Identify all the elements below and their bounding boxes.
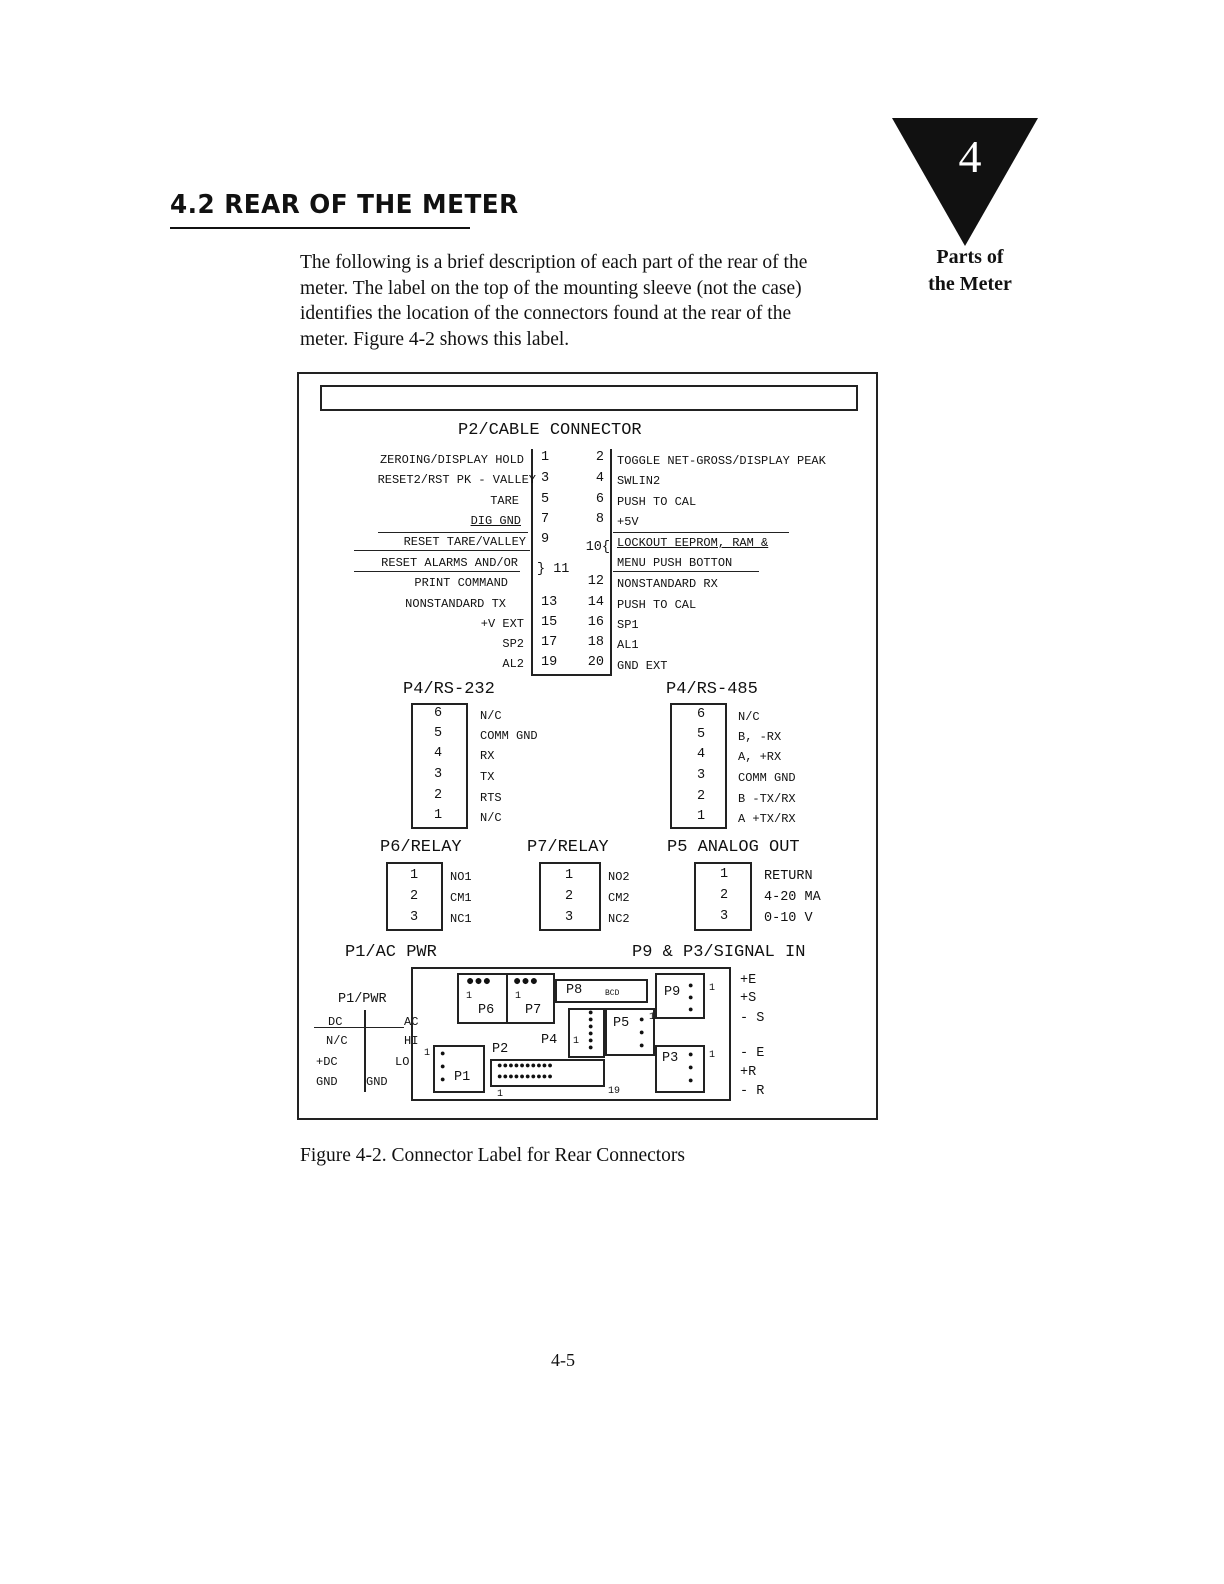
rs232-pin: 6: [434, 706, 443, 721]
p2-pin: 18: [587, 635, 604, 650]
p2-right-label: SP1: [617, 618, 639, 632]
p2-pin: 11: [553, 562, 570, 577]
p2-pin: 13: [541, 595, 558, 610]
p7-pin: 2: [565, 889, 574, 904]
rs485-label: A, +RX: [738, 750, 782, 764]
board-p3-dots: ● ● ●: [688, 1050, 694, 1086]
p6-pin: 3: [410, 910, 419, 925]
board-p6-p7-divider: [506, 973, 508, 1024]
p2-pin: 3: [541, 471, 550, 486]
rs485-pin: 4: [697, 747, 706, 762]
chapter-number: 4: [958, 131, 982, 182]
page-number: 4-5: [551, 1350, 575, 1370]
rs232-pin: 1: [434, 808, 443, 823]
rs485-label: N/C: [738, 710, 760, 724]
rs232-pin: 4: [434, 746, 443, 761]
p2-pin: 1: [541, 450, 550, 465]
board-pin-one: 1: [515, 991, 522, 1002]
board-p6-label: P6: [478, 1003, 495, 1018]
p5-pin: 1: [720, 867, 729, 882]
board-pin-nineteen: 19: [608, 1086, 621, 1097]
p2-pin: 17: [541, 635, 558, 650]
p2-pin: 9: [541, 532, 550, 547]
p2-left-label: TARE: [490, 494, 519, 508]
board-pin-one: 1: [649, 1012, 656, 1023]
p2-pin: 14: [587, 595, 604, 610]
signal-label: +E: [740, 973, 757, 988]
rs485-pin: 5: [697, 727, 706, 742]
p2-right-label: +5V: [617, 515, 639, 529]
rs232-pin: 5: [434, 726, 443, 741]
rs485-label: COMM GND: [738, 771, 796, 785]
board-p4-block: [568, 1008, 605, 1058]
p7-label: CM2: [608, 891, 630, 905]
p2-title: P2/CABLE CONNECTOR: [458, 421, 642, 440]
p2-separator: [613, 571, 759, 572]
power-title: P1/AC PWR: [345, 943, 437, 962]
power-right-label: HI: [404, 1034, 419, 1048]
p7-label: NC2: [608, 912, 630, 926]
rs485-label: A +TX/RX: [738, 812, 796, 826]
board-pin-one: 1: [573, 1036, 580, 1047]
p5-label: 4-20 MA: [764, 890, 821, 905]
board-p6-dots: ●●●: [466, 974, 492, 990]
p2-pin: 5: [541, 492, 550, 507]
board-p3-label: P3: [662, 1051, 679, 1066]
p7-label: NO2: [608, 870, 630, 884]
board-p5-dots: ● ● ●: [639, 1015, 645, 1051]
p2-right-label: TOGGLE NET-GROSS/DISPLAY PEAK: [617, 454, 826, 468]
rs485-pin: 3: [697, 768, 706, 783]
p2-pin: 16: [587, 615, 604, 630]
board-p9-label: P9: [664, 985, 681, 1000]
power-left-label: N/C: [326, 1034, 348, 1048]
p2-right-label: PUSH TO CAL: [617, 598, 697, 612]
p5-pin: 2: [720, 888, 729, 903]
board-bcd-label: BCD: [605, 989, 620, 998]
board-p4-dots: ● ● ● ● ● ●: [588, 1008, 594, 1053]
signal-label: +R: [740, 1065, 757, 1080]
intro-line: identifies the location of the connectors found at the rear of the: [300, 303, 792, 324]
p2-pin: 12: [587, 574, 604, 589]
board-p8-label: P8: [566, 983, 583, 998]
p2-right-label: AL1: [617, 638, 639, 652]
rs232-label: TX: [480, 770, 495, 784]
signal-title: P9 & P3/SIGNAL IN: [632, 943, 806, 962]
rs485-title: P4/RS-485: [666, 680, 758, 699]
rs232-label: RX: [480, 749, 495, 763]
p5-label: RETURN: [764, 869, 813, 884]
power-sub-title: P1/PWR: [338, 992, 387, 1007]
p2-left-label: SP2: [502, 637, 524, 651]
board-p1-label: P1: [454, 1070, 471, 1085]
board-p4-label: P4: [541, 1033, 558, 1048]
intro-line: The following is a brief description of each part of the rear of the: [300, 252, 808, 273]
p2-pin: 6: [595, 492, 604, 507]
chapter-label: [900, 244, 1040, 298]
heading-rule: [170, 227, 470, 229]
p2-right-label: PUSH TO CAL: [617, 495, 697, 509]
p6-label: NC1: [450, 912, 472, 926]
p2-left-label: ZEROING/DISPLAY HOLD: [379, 453, 524, 467]
p7-relay-title: P7/RELAY: [527, 838, 609, 857]
board-p1-dots: ● ● ●: [440, 1049, 446, 1085]
p6-label: CM1: [450, 891, 472, 905]
board-pin-one: 1: [709, 1050, 716, 1061]
board-p2-label: P2: [492, 1042, 509, 1057]
label-bar: [320, 385, 858, 411]
p2-left-label: AL2: [502, 657, 524, 671]
p2-left-label: RESET2/RST PK - VALLEY: [377, 473, 536, 487]
p2-pin: 15: [541, 615, 558, 630]
rs485-pin: 2: [697, 789, 706, 804]
intro-line: meter. The label on the top of the mounting sleeve (not the case): [300, 277, 802, 299]
p2-left-label: RESET TARE/VALLEY: [403, 535, 526, 549]
p2-pin: 10: [585, 540, 602, 555]
board-p2-dots: ●●●●●●●●●● ●●●●●●●●●●: [497, 1061, 554, 1082]
signal-label: - E: [740, 1046, 765, 1061]
board-p7-dots: ●●●: [513, 974, 539, 990]
chapter-label-line2: the Meter: [928, 273, 1012, 295]
board-p9-dots: ● ● ●: [688, 981, 694, 1015]
p5-analog-title: P5 ANALOG OUT: [667, 838, 800, 857]
section-heading: 4.2 REAR OF THE METER: [170, 190, 519, 220]
power-left-label: GND: [316, 1075, 338, 1089]
p7-pin: 3: [565, 910, 574, 925]
board-pin-one: 1: [497, 1089, 504, 1100]
p6-label: NO1: [450, 870, 472, 884]
p2-right-label: GND EXT: [617, 659, 668, 673]
p2-separator: [378, 532, 528, 533]
p2-left-label: PRINT COMMAND: [414, 576, 508, 590]
rs232-label: RTS: [480, 791, 502, 805]
rs485-label: B, -RX: [738, 730, 782, 744]
p2-pin: 20: [587, 655, 604, 670]
rs232-pin: 3: [434, 767, 443, 782]
rs232-pin: 2: [434, 788, 443, 803]
p2-right-label: MENU PUSH BOTTON: [617, 556, 733, 570]
rs232-label: N/C: [480, 709, 502, 723]
board-pin-one: 1: [709, 983, 716, 994]
p6-pin: 1: [410, 868, 419, 883]
signal-label: - R: [740, 1084, 765, 1099]
p2-left-label: RESET ALARMS AND/OR: [381, 556, 518, 570]
rs485-label: B -TX/RX: [738, 792, 796, 806]
p2-pin: 19: [541, 655, 558, 670]
p2-right-label: NONSTANDARD RX: [617, 577, 718, 591]
power-left-label: +DC: [316, 1055, 338, 1069]
p5-label: 0-10 V: [764, 911, 813, 926]
signal-label: +S: [740, 991, 757, 1006]
p5-pin: 3: [720, 909, 729, 924]
p2-box-right: [610, 449, 612, 675]
p2-pin: 4: [595, 471, 604, 486]
p2-separator: [354, 571, 520, 572]
p2-separator: [354, 550, 530, 551]
board-pin-one: 1: [424, 1048, 431, 1059]
chapter-label-line1: Parts of: [936, 246, 1004, 268]
p2-left-label: +V EXT: [480, 617, 524, 631]
p2-left-label: DIG GND: [470, 514, 521, 528]
p2-left-label: NONSTANDARD TX: [405, 597, 506, 611]
signal-label: - S: [740, 1011, 765, 1026]
intro-line: meter. Figure 4-2 shows this label.: [300, 328, 570, 350]
intro-paragraph: [300, 250, 880, 352]
rs232-label: COMM GND: [480, 729, 538, 743]
power-right-label: GND: [366, 1075, 388, 1089]
p2-pin: 7: [541, 512, 550, 527]
rs232-label: N/C: [480, 811, 502, 825]
power-right-label: AC: [404, 1015, 419, 1029]
p2-pin: 8: [595, 512, 604, 527]
p2-right-label: LOCKOUT EEPROM, RAM &: [617, 536, 769, 550]
p6-pin: 2: [410, 889, 419, 904]
figure-caption: Figure 4-2. Connector Label for Rear Connectors: [300, 1145, 686, 1166]
board-p7-label: P7: [525, 1003, 542, 1018]
board-pin-one: 1: [466, 991, 473, 1002]
p2-right-label: SWLIN2: [617, 474, 661, 488]
board-p5-label: P5: [613, 1016, 630, 1031]
p2-pin: } 11: [537, 562, 570, 577]
p6-relay-title: P6/RELAY: [380, 838, 462, 857]
power-right-label: LO: [395, 1055, 410, 1069]
rs485-pin: 1: [697, 809, 706, 824]
rs485-pin: 6: [697, 707, 706, 722]
power-left-label: DC: [328, 1015, 343, 1029]
p2-pin: 2: [595, 450, 604, 465]
p2-separator: [613, 532, 789, 533]
p7-pin: 1: [565, 868, 574, 883]
rs232-title: P4/RS-232: [403, 680, 495, 699]
p2-box-bottom: [531, 674, 612, 676]
p2-pin: 10{: [585, 540, 610, 555]
